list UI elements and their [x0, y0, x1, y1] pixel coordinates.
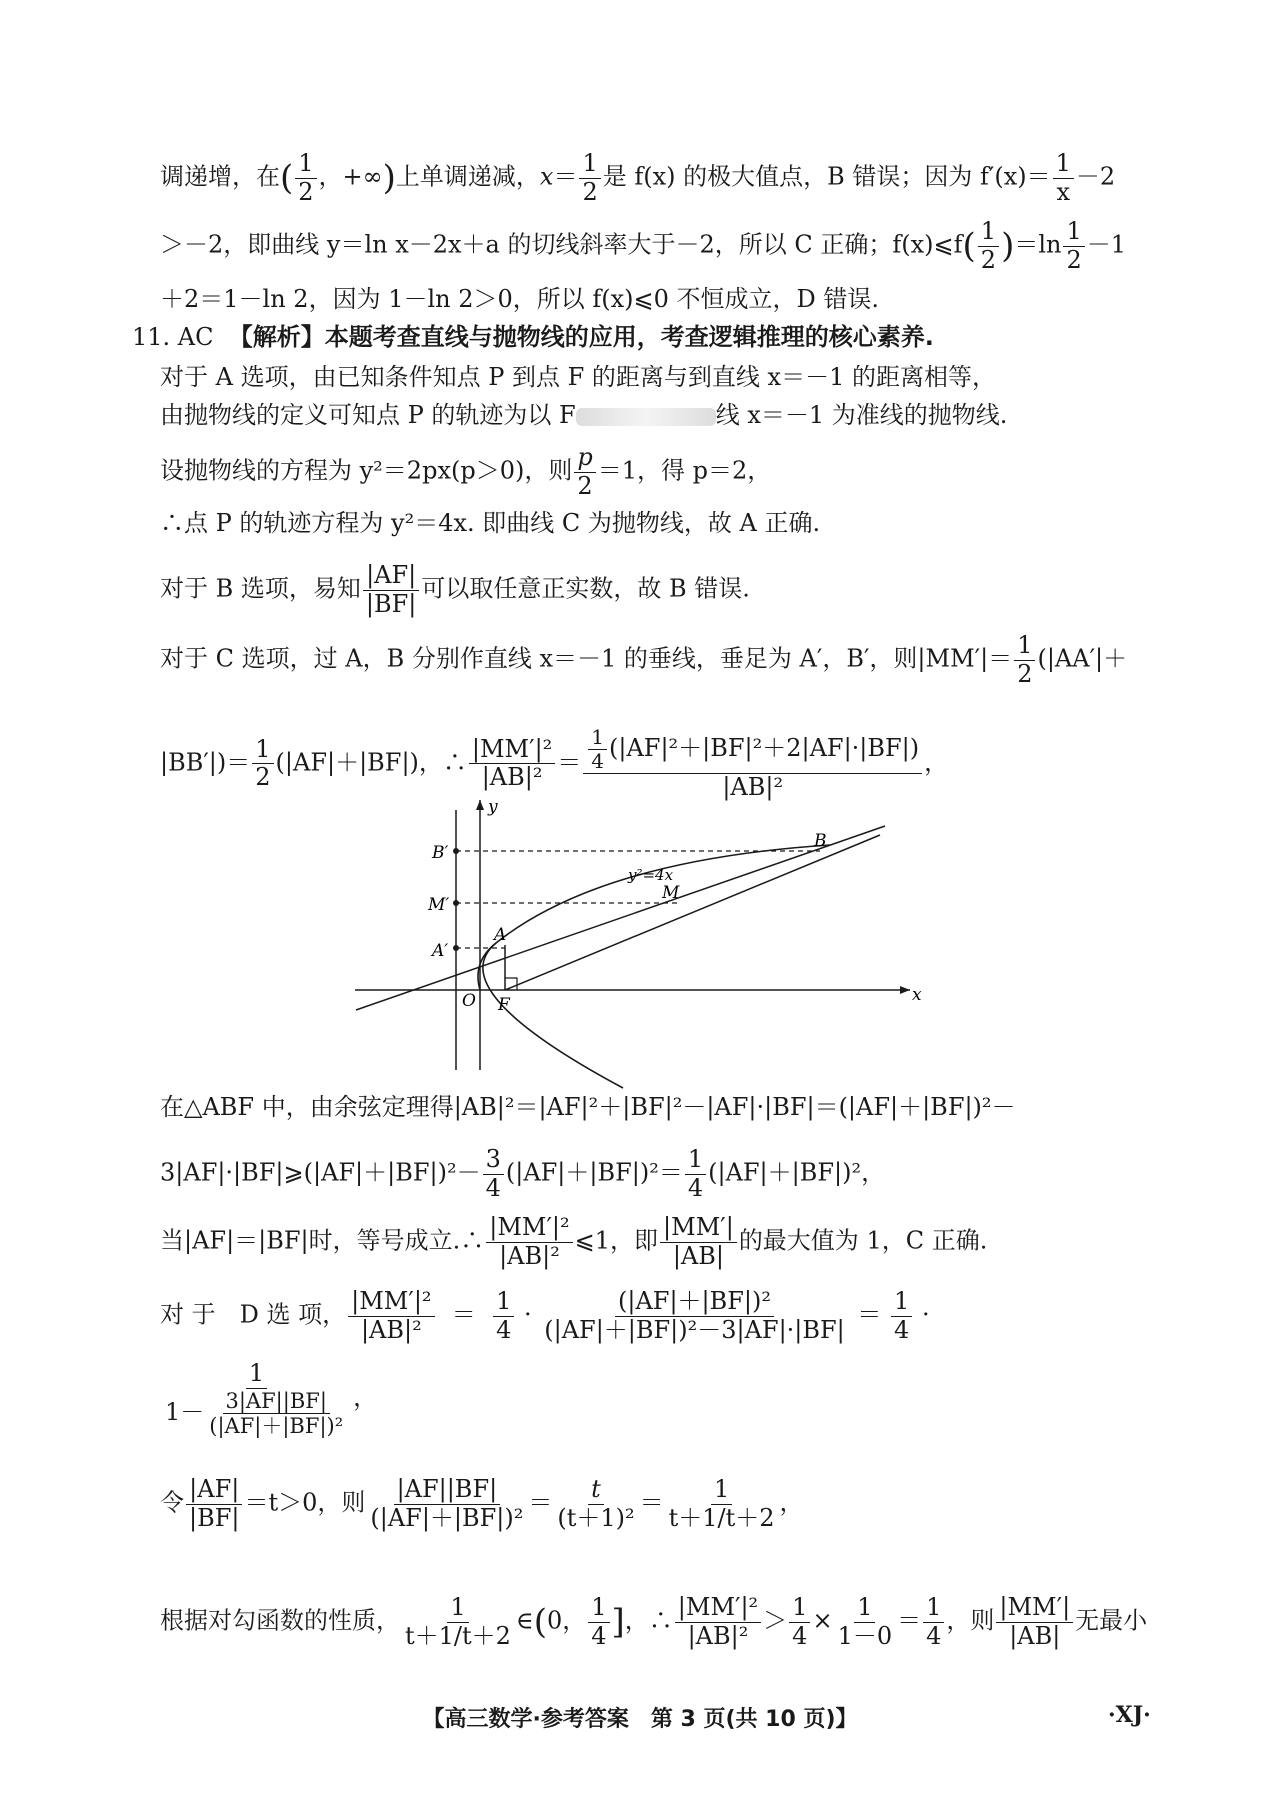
label-O: O [462, 991, 476, 1011]
text-line-16: 1 1－ $\frac{3|AF||BF|}{\text{(|AF|＋|BF|)²}}$ ， [165, 1359, 378, 1438]
text-line-5: 对于 A 选项，由已知条件知点 P 到点 F 的距离与到直线 x＝－1 的距离相等， [160, 363, 996, 391]
point-Ap [453, 945, 459, 951]
point-Bp [453, 848, 459, 854]
label-Bp: B′ [432, 843, 449, 863]
text-line-7: 设抛物线的方程为 y²＝2px(p＞0)，则 $\frac{p}{2}$ ＝1，得 p＝2， [160, 443, 772, 500]
text-line-18: 根据对勾函数的性质， $\frac{1}{t+1/t+2}$ ∈(0， $\frac{1}{4}$ ]，∴ $\frac{\text{|MM′|²}}{\text{|AB|²}}$ ＞ $\frac{1}{4}$ × $\frac{1}{1-0}$ ＝ $\frac{1}{4}$ ，则 $\frac{|MM'|}{|AB|}$ 无最小 [160, 1593, 1148, 1650]
label-y: y [488, 797, 498, 817]
text-line-14: 当|AF|＝|BF|时，等号成立.∴ $\frac{\text{|MM′|²}}{\text{|AB|²}}$ ⩽1，即 $\frac{|MM'|}{|AB|}$ 的最大值为 1，C 正确. [160, 1213, 988, 1270]
x-axis-arrow [900, 986, 910, 994]
text-line-11: |BB′|)＝ $\frac{1}{2}$ (|AF|＋|BF|)，∴ $\frac{\text{|MM′|²}}{\text{|AB|²}}$ ＝ $\frac{1}{4}$ (|AF|²＋|BF|²＋2|AF|·|BF|) |AB|² ， [160, 725, 949, 801]
text-line-3: ＋2＝1－ln 2，因为 1－ln 2＞0，所以 f(x)⩽0 不恒成立，D 错误. [160, 285, 880, 313]
text-line-17: 令 $\frac{|AF|}{|BF|}$ ＝t＞0，则 $\frac{|AF||BF|}{\text{(|AF|＋|BF|)²}}$ ＝ $\frac{t}{\text{(t＋1)²}}$ ＝ $\frac{1}{t+1/t+2}$ ， [160, 1475, 804, 1532]
label-A: A [494, 925, 507, 945]
label-F: F [498, 995, 510, 1015]
text-line-13: 3|AF|·|BF|⩾(|AF|＋|BF|)²－ $\frac{3}{4}$ (|AF|＋|BF|)²＝ $\frac{1}{4}$ (|AF|＋|BF|)²， [160, 1145, 886, 1202]
text-line-6: 由抛物线的定义可知点 P 的轨迹为以 F 线 x＝－1 为准线的抛物线. [160, 401, 1008, 429]
label-M: M [662, 883, 680, 903]
y-axis-arrow [476, 800, 484, 810]
text-line-2: ＞－2，即曲线 y＝ln x－2x＋a 的切线斜率大于－2，所以 C 正确；f(x)⩽f( $\frac{1}{2}$ )＝ln $\frac{1}{2}$ －1 [160, 217, 1127, 274]
chord-line-2 [505, 835, 880, 990]
text-line-8: ∴点 P 的轨迹方程为 y²＝4x. 即曲线 C 为抛物线，故 A 正确. [160, 509, 821, 537]
text-line-1: 调递增，在( $\frac{1}{2}$ ，+∞)上单调递减，x＝ $\frac{1}{2}$ 是 f(x) 的极大值点，B 错误；因为 f′(x)＝ $\frac{1}{x}$ －2 [160, 149, 1116, 206]
text-line-10: 对于 C 选项，过 A，B 分别作直线 x＝－1 的垂线，垂足为 A′，B′，则|MM′|＝ $\frac{1}{2}$ (|AA′|＋ [160, 631, 1128, 688]
label-Ap: A′ [432, 941, 449, 961]
point-Mp [453, 900, 459, 906]
edition-badge: ·XJ· [1108, 1702, 1151, 1728]
page-footer: 【高三数学·参考答案 第 3 页(共 10 页)】 [422, 1707, 858, 1732]
label-Mp: M′ [428, 895, 450, 915]
text-line-12: 在△ABF 中，由余弦定理得|AB|²＝|AF|²＋|BF|²－|AF|·|BF|＝(|AF|＋|BF|)²－ [160, 1093, 1016, 1121]
label-B: B [814, 831, 827, 851]
text-line-9: 对于 B 选项，易知 $\frac{|AF|}{|BF|}$ 可以取任意正实数，故 B 错误. [160, 561, 750, 618]
text-line-15: 对 于 D 选 项， $\frac{\text{|MM′|²}}{\text{|AB|²}}$ ＝ $\frac{1}{4}$ · $\frac{\text{(|AF|＋|BF|)²}}{\text{(|AF|＋|BF|)²－3|AF|·|BF|}}$ ＝ $\frac{1}{4}$ · [160, 1287, 930, 1344]
label-curve: y²=4x [628, 866, 674, 884]
label-x: x [912, 985, 922, 1005]
solution-heading: 11. AC 【解析】本题考查直线与抛物线的应用，考查逻辑推理的核心素养. [132, 323, 934, 351]
